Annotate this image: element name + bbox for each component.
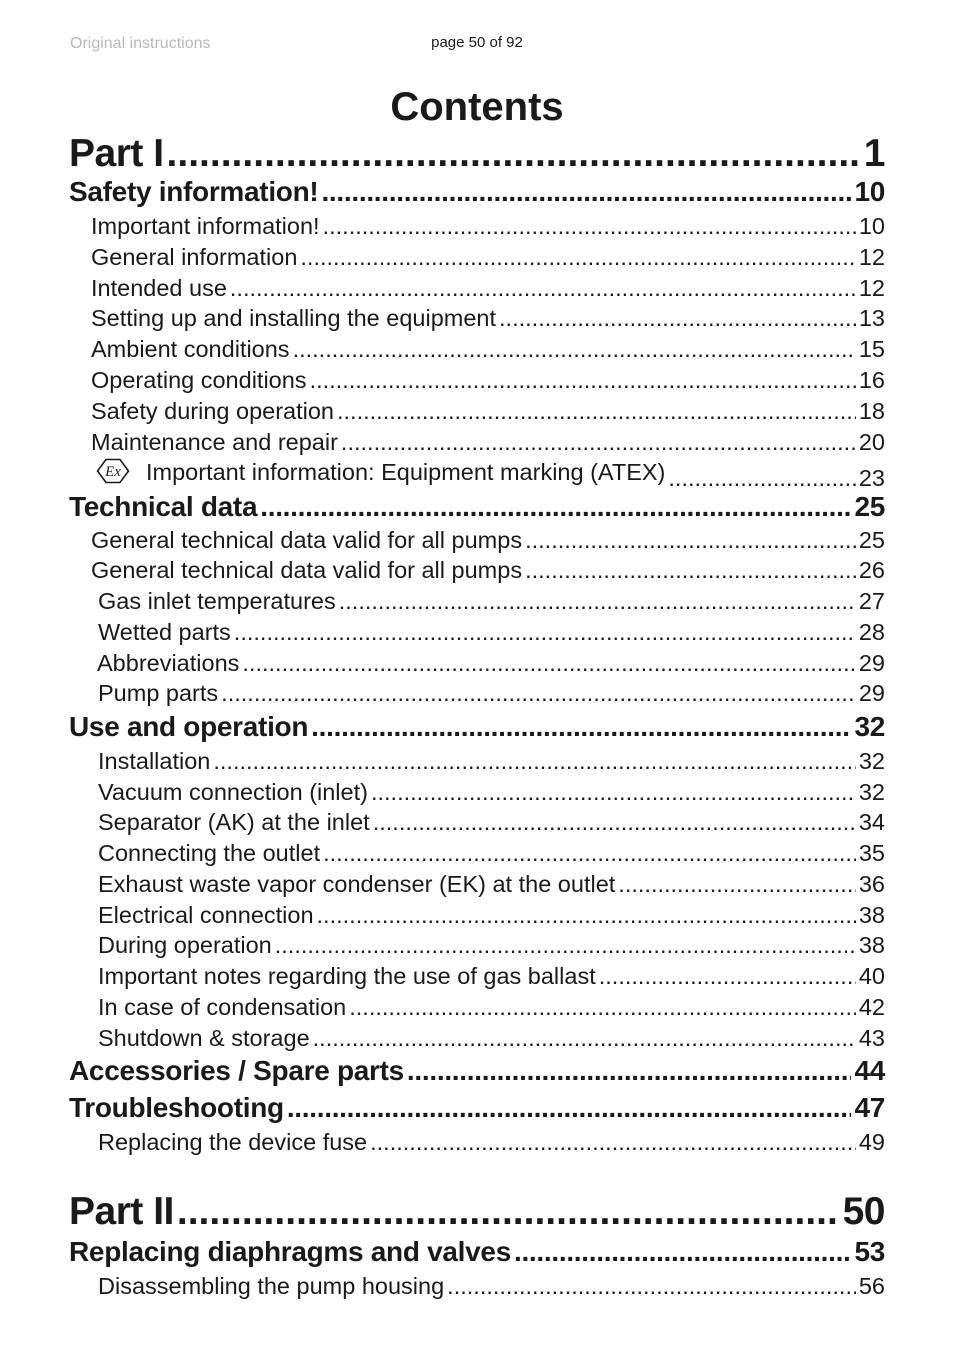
toc-page-number: 1 xyxy=(863,132,885,175)
toc-section-disassembling-the-pump-housing[interactable] xyxy=(98,1272,885,1300)
toc-entry-text: General information xyxy=(91,244,298,270)
toc-chapter-troubleshooting[interactable] xyxy=(69,1091,885,1125)
toc-entry-text: Disassembling the pump housing xyxy=(98,1273,445,1299)
dot-leader xyxy=(370,1128,856,1156)
toc-entry-title xyxy=(98,931,272,959)
dot-leader xyxy=(177,1189,840,1235)
dot-leader xyxy=(525,556,856,584)
toc-page-number: 15 xyxy=(858,336,885,362)
toc-page-number: 38 xyxy=(858,902,885,928)
toc-section-general-technical-data-valid-for-all-pumps[interactable] xyxy=(91,556,885,584)
toc-page-number: 36 xyxy=(858,871,885,897)
toc-entry-title xyxy=(98,901,314,929)
toc-page-number: 44 xyxy=(854,1055,885,1086)
dot-leader xyxy=(323,839,856,867)
toc-entry-title xyxy=(69,1054,404,1088)
toc-section-installation[interactable] xyxy=(98,747,885,775)
dot-leader xyxy=(447,1272,856,1300)
dot-leader xyxy=(373,808,856,836)
toc-section-safety-during-operation[interactable] xyxy=(91,397,885,425)
toc-entry-title xyxy=(91,212,320,240)
toc-entry-text: Safety information! xyxy=(69,176,319,207)
toc-section-important-information-equipment-marking-atex[interactable] xyxy=(96,458,885,491)
dot-leader xyxy=(230,274,856,302)
dot-leader xyxy=(317,901,856,929)
toc-entry-text: In case of condensation xyxy=(98,994,347,1020)
toc-page-number: 49 xyxy=(858,1129,885,1155)
toc-entry-title xyxy=(91,304,496,332)
toc-chapter-safety-information[interactable] xyxy=(69,175,885,209)
dot-leader xyxy=(260,490,851,524)
toc-entry-title xyxy=(69,131,164,177)
toc-entry-text: Vacuum connection (inlet) xyxy=(98,779,368,805)
toc-entry-title xyxy=(91,526,522,554)
dot-leader xyxy=(221,679,856,707)
toc-entry-text: Replacing the device fuse xyxy=(98,1129,368,1155)
toc-chapter-use-and-operation[interactable] xyxy=(69,710,885,744)
toc-entry-text: Part II xyxy=(69,1190,174,1233)
toc-section-wetted-parts[interactable] xyxy=(98,618,885,646)
toc-section-pump-parts[interactable] xyxy=(98,679,885,707)
toc-entry-text: Exhaust waste vapor condenser (EK) at the outlet xyxy=(98,871,616,897)
toc-entry-text: Setting up and installing the equipment xyxy=(91,305,497,331)
toc-entry-text: Maintenance and repair xyxy=(91,429,338,455)
toc-entry-text: Ambient conditions xyxy=(91,336,290,362)
atex-ex-icon xyxy=(96,458,130,482)
dot-leader xyxy=(618,870,856,898)
toc-page-number: 23 xyxy=(858,465,885,491)
toc-entry-title xyxy=(98,808,370,836)
dot-leader xyxy=(339,587,856,615)
toc-entry-text: Operating conditions xyxy=(91,367,307,393)
toc-entry-text: Separator (AK) at the inlet xyxy=(98,809,370,835)
dot-leader xyxy=(668,464,855,492)
toc-entry-text: General technical data valid for all pumps xyxy=(91,527,523,553)
toc-page-number: 20 xyxy=(858,429,885,455)
dot-leader xyxy=(287,1091,852,1125)
toc-section-maintenance-and-repair[interactable] xyxy=(91,428,885,456)
toc-section-replacing-the-device-fuse[interactable] xyxy=(98,1128,885,1156)
toc-section-general-information[interactable] xyxy=(91,243,885,271)
dot-leader xyxy=(311,710,851,744)
toc-page-number: 27 xyxy=(858,588,885,614)
svg-text:Ex: Ex xyxy=(105,464,121,480)
toc-page-number: 10 xyxy=(854,176,885,207)
toc-section-in-case-of-condensation[interactable] xyxy=(98,993,885,1021)
toc-entry-title xyxy=(98,962,596,990)
toc-section-operating-conditions[interactable] xyxy=(91,366,885,394)
toc-entry-title xyxy=(98,1272,444,1300)
toc-page-number: 13 xyxy=(858,305,885,331)
toc-section-important-notes-regarding-the-use-of-gas-ballast[interactable] xyxy=(98,962,885,990)
toc-page-number: 29 xyxy=(858,680,885,706)
toc-page-number: 50 xyxy=(842,1190,885,1233)
dot-leader xyxy=(407,1054,852,1088)
toc-section-setting-up-and-installing-the-equipment[interactable] xyxy=(91,304,885,332)
toc-entry-title xyxy=(91,366,307,394)
toc-entry-text: Electrical connection xyxy=(98,902,314,928)
toc-entry-title xyxy=(91,274,227,302)
dot-leader xyxy=(310,366,856,394)
toc-chapter-technical-data[interactable] xyxy=(69,490,885,524)
dot-leader xyxy=(371,778,856,806)
toc-page-number: 29 xyxy=(858,650,885,676)
toc-part-part-i[interactable] xyxy=(69,131,885,177)
toc-entry-text: Shutdown & storage xyxy=(98,1025,310,1051)
toc-entry-text: Pump parts xyxy=(98,680,219,706)
dot-leader xyxy=(323,212,856,240)
dot-leader xyxy=(242,649,855,677)
dot-leader xyxy=(349,993,856,1021)
toc-page-number: 32 xyxy=(858,748,885,774)
toc-section-gas-inlet-temperatures[interactable] xyxy=(98,587,885,615)
toc-entry-title xyxy=(98,1128,367,1156)
toc-page-number: 10 xyxy=(858,213,885,239)
toc-entry-text: General technical data valid for all pumps xyxy=(91,557,523,583)
toc-entry-title xyxy=(98,993,346,1021)
toc-page-number: 53 xyxy=(854,1236,885,1267)
toc-entry-text: Important information: Equipment marking (ATEX) xyxy=(146,459,666,485)
toc-entry-title xyxy=(98,747,210,775)
toc-section-during-operation[interactable] xyxy=(98,931,885,959)
toc-entry-title xyxy=(91,556,522,584)
toc-entry-title xyxy=(98,870,615,898)
dot-leader xyxy=(514,1235,851,1269)
dot-leader xyxy=(300,243,855,271)
toc-page-number: 32 xyxy=(858,779,885,805)
toc-section-shutdown-storage[interactable] xyxy=(98,1024,885,1052)
toc-entry-title xyxy=(98,679,218,707)
toc-chapter-replacing-diaphragms-and-valves[interactable] xyxy=(69,1235,885,1269)
toc-entry-text: Installation xyxy=(98,748,211,774)
toc-entry-text: Connecting the outlet xyxy=(98,840,321,866)
toc-section-important-information[interactable] xyxy=(91,212,885,240)
toc-section-vacuum-connection-inlet[interactable] xyxy=(98,778,885,806)
toc-page-number: 47 xyxy=(854,1092,885,1123)
toc-page-number: 12 xyxy=(858,244,885,270)
toc-page-number: 12 xyxy=(858,275,885,301)
toc-page-number: 28 xyxy=(858,619,885,645)
dot-leader xyxy=(234,618,856,646)
toc-page-number: 16 xyxy=(858,367,885,393)
document-label: Original instructions xyxy=(70,35,211,52)
toc-page-number: 32 xyxy=(854,711,885,742)
dot-leader xyxy=(321,175,851,209)
toc-entry-title xyxy=(91,428,338,456)
toc-entry-text: Safety during operation xyxy=(91,398,334,424)
toc-entry-title xyxy=(69,1091,284,1125)
toc-entry-title xyxy=(91,397,334,425)
dot-leader xyxy=(499,304,856,332)
toc-entry-title xyxy=(98,778,368,806)
toc-entry-text: Gas inlet temperatures xyxy=(98,588,336,614)
toc-entry-text: Important information! xyxy=(91,213,320,239)
toc-entry-title xyxy=(98,839,320,867)
toc-entry-text: Technical data xyxy=(69,491,258,522)
dot-leader xyxy=(213,747,856,775)
toc-entry-title xyxy=(98,587,336,615)
toc-entry-text: Accessories / Spare parts xyxy=(69,1055,404,1086)
toc-page-number: 42 xyxy=(858,994,885,1020)
toc-entry-text: Use and operation xyxy=(69,711,309,742)
toc-entry-title xyxy=(69,1189,174,1235)
dot-leader xyxy=(341,428,856,456)
dot-leader xyxy=(313,1024,856,1052)
page-title: Contents xyxy=(390,85,564,129)
toc-entry-title xyxy=(91,335,290,363)
toc-page-number: 35 xyxy=(858,840,885,866)
toc-page-number: 43 xyxy=(858,1025,885,1051)
toc-entry-title xyxy=(91,243,297,271)
toc-entry-text: Important notes regarding the use of gas ballast xyxy=(98,963,596,989)
toc-section-ambient-conditions[interactable] xyxy=(91,335,885,363)
dot-leader xyxy=(525,526,856,554)
toc-page-number: 18 xyxy=(858,398,885,424)
toc-part-part-ii[interactable] xyxy=(69,1189,885,1235)
toc-page-number: 38 xyxy=(858,932,885,958)
toc-entry-text: Intended use xyxy=(91,275,227,301)
dot-leader xyxy=(599,962,856,990)
toc-page-number: 56 xyxy=(858,1273,885,1299)
toc-entry-title xyxy=(69,490,257,524)
page-number: page 50 of 92 xyxy=(431,34,523,51)
toc-entry-text: Troubleshooting xyxy=(69,1092,284,1123)
toc-entry-title xyxy=(98,1024,310,1052)
toc-entry-text: During operation xyxy=(98,932,272,958)
toc-entry-title xyxy=(97,649,239,677)
dot-leader xyxy=(275,931,856,959)
toc-entry-title xyxy=(96,458,665,486)
toc-entry-text: Abbreviations xyxy=(97,650,240,676)
toc-entry-title xyxy=(69,710,308,744)
toc-page-number: 34 xyxy=(858,809,885,835)
toc-section-general-technical-data-valid-for-all-pumps[interactable] xyxy=(91,526,885,554)
toc-page-number: 40 xyxy=(858,963,885,989)
toc-entry-title xyxy=(98,618,231,646)
toc-section-connecting-the-outlet[interactable] xyxy=(98,839,885,867)
toc-entry-text: Part I xyxy=(69,132,164,175)
toc-page-number: 26 xyxy=(858,557,885,583)
toc-section-electrical-connection[interactable] xyxy=(98,901,885,929)
dot-leader xyxy=(167,131,861,177)
toc-section-exhaust-waste-vapor-condenser-ek-at-the-outlet[interactable] xyxy=(98,870,885,898)
toc-section-separator-ak-at-the-inlet[interactable] xyxy=(98,808,885,836)
dot-leader xyxy=(337,397,856,425)
toc-chapter-accessories-spare-parts[interactable] xyxy=(69,1054,885,1088)
toc-page-number: 25 xyxy=(858,527,885,553)
toc-entry-text: Wetted parts xyxy=(98,619,231,645)
toc-section-abbreviations[interactable] xyxy=(97,649,885,677)
toc-entry-text: Replacing diaphragms and valves xyxy=(69,1236,511,1267)
toc-section-intended-use[interactable] xyxy=(91,274,885,302)
toc-page-number: 25 xyxy=(854,491,885,522)
toc-entry-title xyxy=(69,175,318,209)
toc-entry-title xyxy=(69,1235,511,1269)
dot-leader xyxy=(293,335,856,363)
